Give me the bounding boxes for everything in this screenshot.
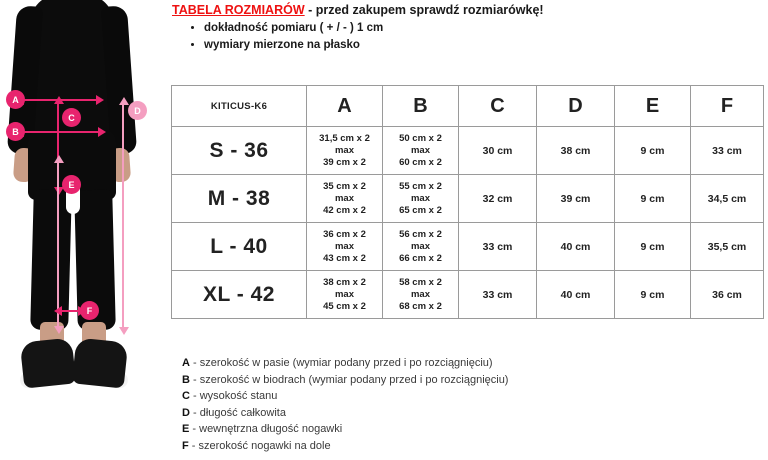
model-shoe-left — [20, 337, 77, 388]
marker-badge-d: D — [128, 101, 147, 120]
size-table — [171, 85, 764, 319]
cell-e: 9 cm — [615, 127, 691, 175]
cell-b: 50 cm x 2 max 60 cm x 2 — [383, 127, 459, 175]
page-title-highlight: TABELA ROZMIARÓW — [172, 3, 305, 17]
cell-e: 9 cm — [615, 223, 691, 271]
note-list — [190, 22, 764, 56]
cell-e: 9 cm — [615, 271, 691, 319]
column-header-d: D — [537, 86, 615, 127]
measure-arrow-d-top — [119, 97, 129, 105]
cell-d: 40 cm — [537, 223, 615, 271]
measure-line-f — [60, 310, 80, 312]
legend-text: - szerokość w biodrach (wymiar podany przed i po rozciągnięciu) — [189, 373, 509, 386]
model-shoe-right — [72, 337, 129, 388]
legend-item — [182, 405, 762, 422]
measure-arrow-b-right — [98, 127, 106, 137]
cell-f: 34,5 cm — [691, 175, 764, 223]
measure-arrow-a-right — [96, 95, 104, 105]
cell-d: 40 cm — [537, 271, 615, 319]
content-panel — [168, 0, 768, 460]
legend-key: C — [182, 390, 190, 403]
cell-a: 35 cm x 2 max 42 cm x 2 — [307, 175, 383, 223]
marker-badge-f: F — [80, 301, 99, 320]
legend-item — [182, 372, 762, 389]
legend-key: E — [182, 423, 190, 436]
table-header-row — [172, 86, 764, 127]
legend-text: - szerokość w pasie (wymiar podany przed i po rozciągnięciu) — [189, 357, 493, 369]
legend-text: - szerokość nogawki na dole — [188, 439, 331, 452]
cell-f: 33 cm — [691, 127, 764, 175]
cell-e: 9 cm — [615, 175, 691, 223]
row-size-label: S - 36 — [172, 127, 307, 175]
cell-f: 36 cm — [691, 271, 764, 319]
measure-arrow-d-bottom — [119, 327, 129, 335]
measure-arrow-e-bottom — [54, 326, 64, 334]
column-header-b: B — [383, 86, 459, 127]
cell-c: 30 cm — [459, 127, 537, 175]
cell-b: 58 cm x 2 max 68 cm x 2 — [383, 271, 459, 319]
measure-arrow-e-top — [54, 155, 64, 163]
measure-arrow-c-top — [54, 96, 64, 104]
row-size-label: M - 38 — [172, 175, 307, 223]
legend-item — [182, 388, 762, 405]
legend-key: D — [182, 406, 190, 419]
note-item: • dokładność pomiaru ( + / - ) 1 cm — [204, 22, 764, 34]
cell-b: 55 cm x 2 max 65 cm x 2 — [383, 175, 459, 223]
legend-item — [182, 438, 762, 455]
column-header-f: F — [691, 86, 764, 127]
table-row — [172, 127, 764, 175]
table-model-name: KITICUS-K6 — [172, 86, 307, 127]
cell-b: 56 cm x 2 max 66 cm x 2 — [383, 223, 459, 271]
cell-c: 33 cm — [459, 223, 537, 271]
table-row — [172, 175, 764, 223]
row-size-label: XL - 42 — [172, 271, 307, 319]
legend-key: F — [182, 439, 189, 452]
model-photo-panel — [0, 0, 168, 460]
marker-badge-e: E — [62, 175, 81, 194]
cell-d: 39 cm — [537, 175, 615, 223]
measure-arrow-f-left — [54, 306, 62, 316]
cell-a: 31,5 cm x 2 max 39 cm x 2 — [307, 127, 383, 175]
marker-badge-b: B — [6, 122, 25, 141]
page-title — [172, 2, 764, 18]
cell-c: 32 cm — [459, 175, 537, 223]
cell-c: 33 cm — [459, 271, 537, 319]
legend-key: B — [182, 373, 190, 386]
column-header-e: E — [615, 86, 691, 127]
note-item: • wymiary mierzone na płasko — [204, 39, 764, 51]
cell-d: 38 cm — [537, 127, 615, 175]
marker-badge-c: C — [62, 108, 81, 127]
legend-text: - wewnętrzna długość nogawki — [189, 423, 343, 436]
table-row — [172, 271, 764, 319]
legend-text: - wysokość stanu — [189, 390, 278, 403]
row-size-label: L - 40 — [172, 223, 307, 271]
legend-item — [182, 421, 762, 438]
legend-list — [182, 355, 762, 455]
table-row — [172, 223, 764, 271]
marker-badge-a: A — [6, 90, 25, 109]
cell-a: 36 cm x 2 max 43 cm x 2 — [307, 223, 383, 271]
legend-item — [182, 355, 762, 372]
column-header-c: C — [459, 86, 537, 127]
cell-f: 35,5 cm — [691, 223, 764, 271]
cell-a: 38 cm x 2 max 45 cm x 2 — [307, 271, 383, 319]
legend-text: - długość całkowita — [189, 406, 286, 419]
page-title-rest: - przed zakupem sprawdź rozmiarówkę! — [304, 3, 544, 17]
column-header-a: A — [307, 86, 383, 127]
measure-line-e — [57, 160, 59, 328]
legend-key: A — [182, 357, 190, 369]
model-figure — [0, 0, 168, 460]
measure-line-d — [122, 102, 124, 329]
measure-line-b — [22, 131, 100, 133]
